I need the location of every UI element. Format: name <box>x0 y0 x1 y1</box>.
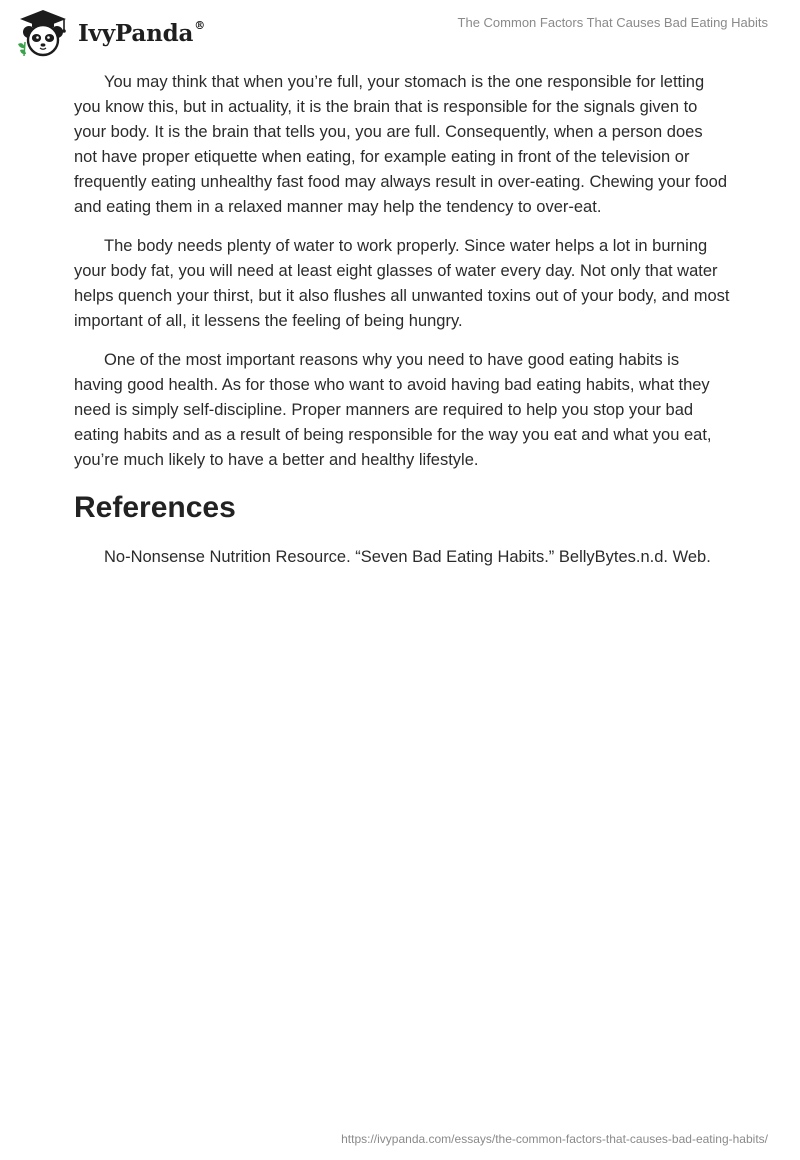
source-url[interactable]: https://ivypanda.com/essays/the-common-factors-that-causes-bad-eating-habits/ <box>341 1132 768 1146</box>
page-header <box>0 0 800 64</box>
body-paragraph-2: The body needs plenty of water to work properly. Since water helps a lot in burning your body fat, you will need at least eight glasses of water every day. Not only that water helps quench your thirst, but it also flushes all unwanted toxins out of your body, and most important of all, it lessens the feeling of being hungry. <box>74 237 730 330</box>
reference-entry-1: No-Nonsense Nutrition Resource. “Seven Bad Eating Habits.” BellyBytes.n.d. Web. <box>104 548 711 566</box>
references-heading: References <box>74 491 236 524</box>
essay-body <box>74 70 730 584</box>
panda-graduate-icon <box>14 8 72 58</box>
logo-wordmark: IvyPanda® <box>78 18 205 47</box>
document-title: The Common Factors That Causes Bad Eating Habits <box>457 15 768 30</box>
ivypanda-logo[interactable] <box>14 8 205 58</box>
body-paragraph-3: One of the most important reasons why you need to have good eating habits is having good health. As for those who want to avoid having bad eating habits, what they need is simply self-discipline. Proper manners are required to help you stop your bad eating habits and as a result of being responsible for the way you eat and what you eat, you’re much likely to have a better and healthy lifestyle. <box>74 351 712 469</box>
body-paragraph-1: You may think that when you’re full, your stomach is the one responsible for letting you know this, but in actuality, it is the brain that is responsible for the signals given to your body. It is the brain that tells you, you are full. Consequently, when a person does not have proper etiquette when eating, for example eating in front of the television or frequently eating unhealthy fast food may always result in over-eating. Chewing your food and eating them in a relaxed manner may help the tendency to over-eat. <box>74 73 728 216</box>
